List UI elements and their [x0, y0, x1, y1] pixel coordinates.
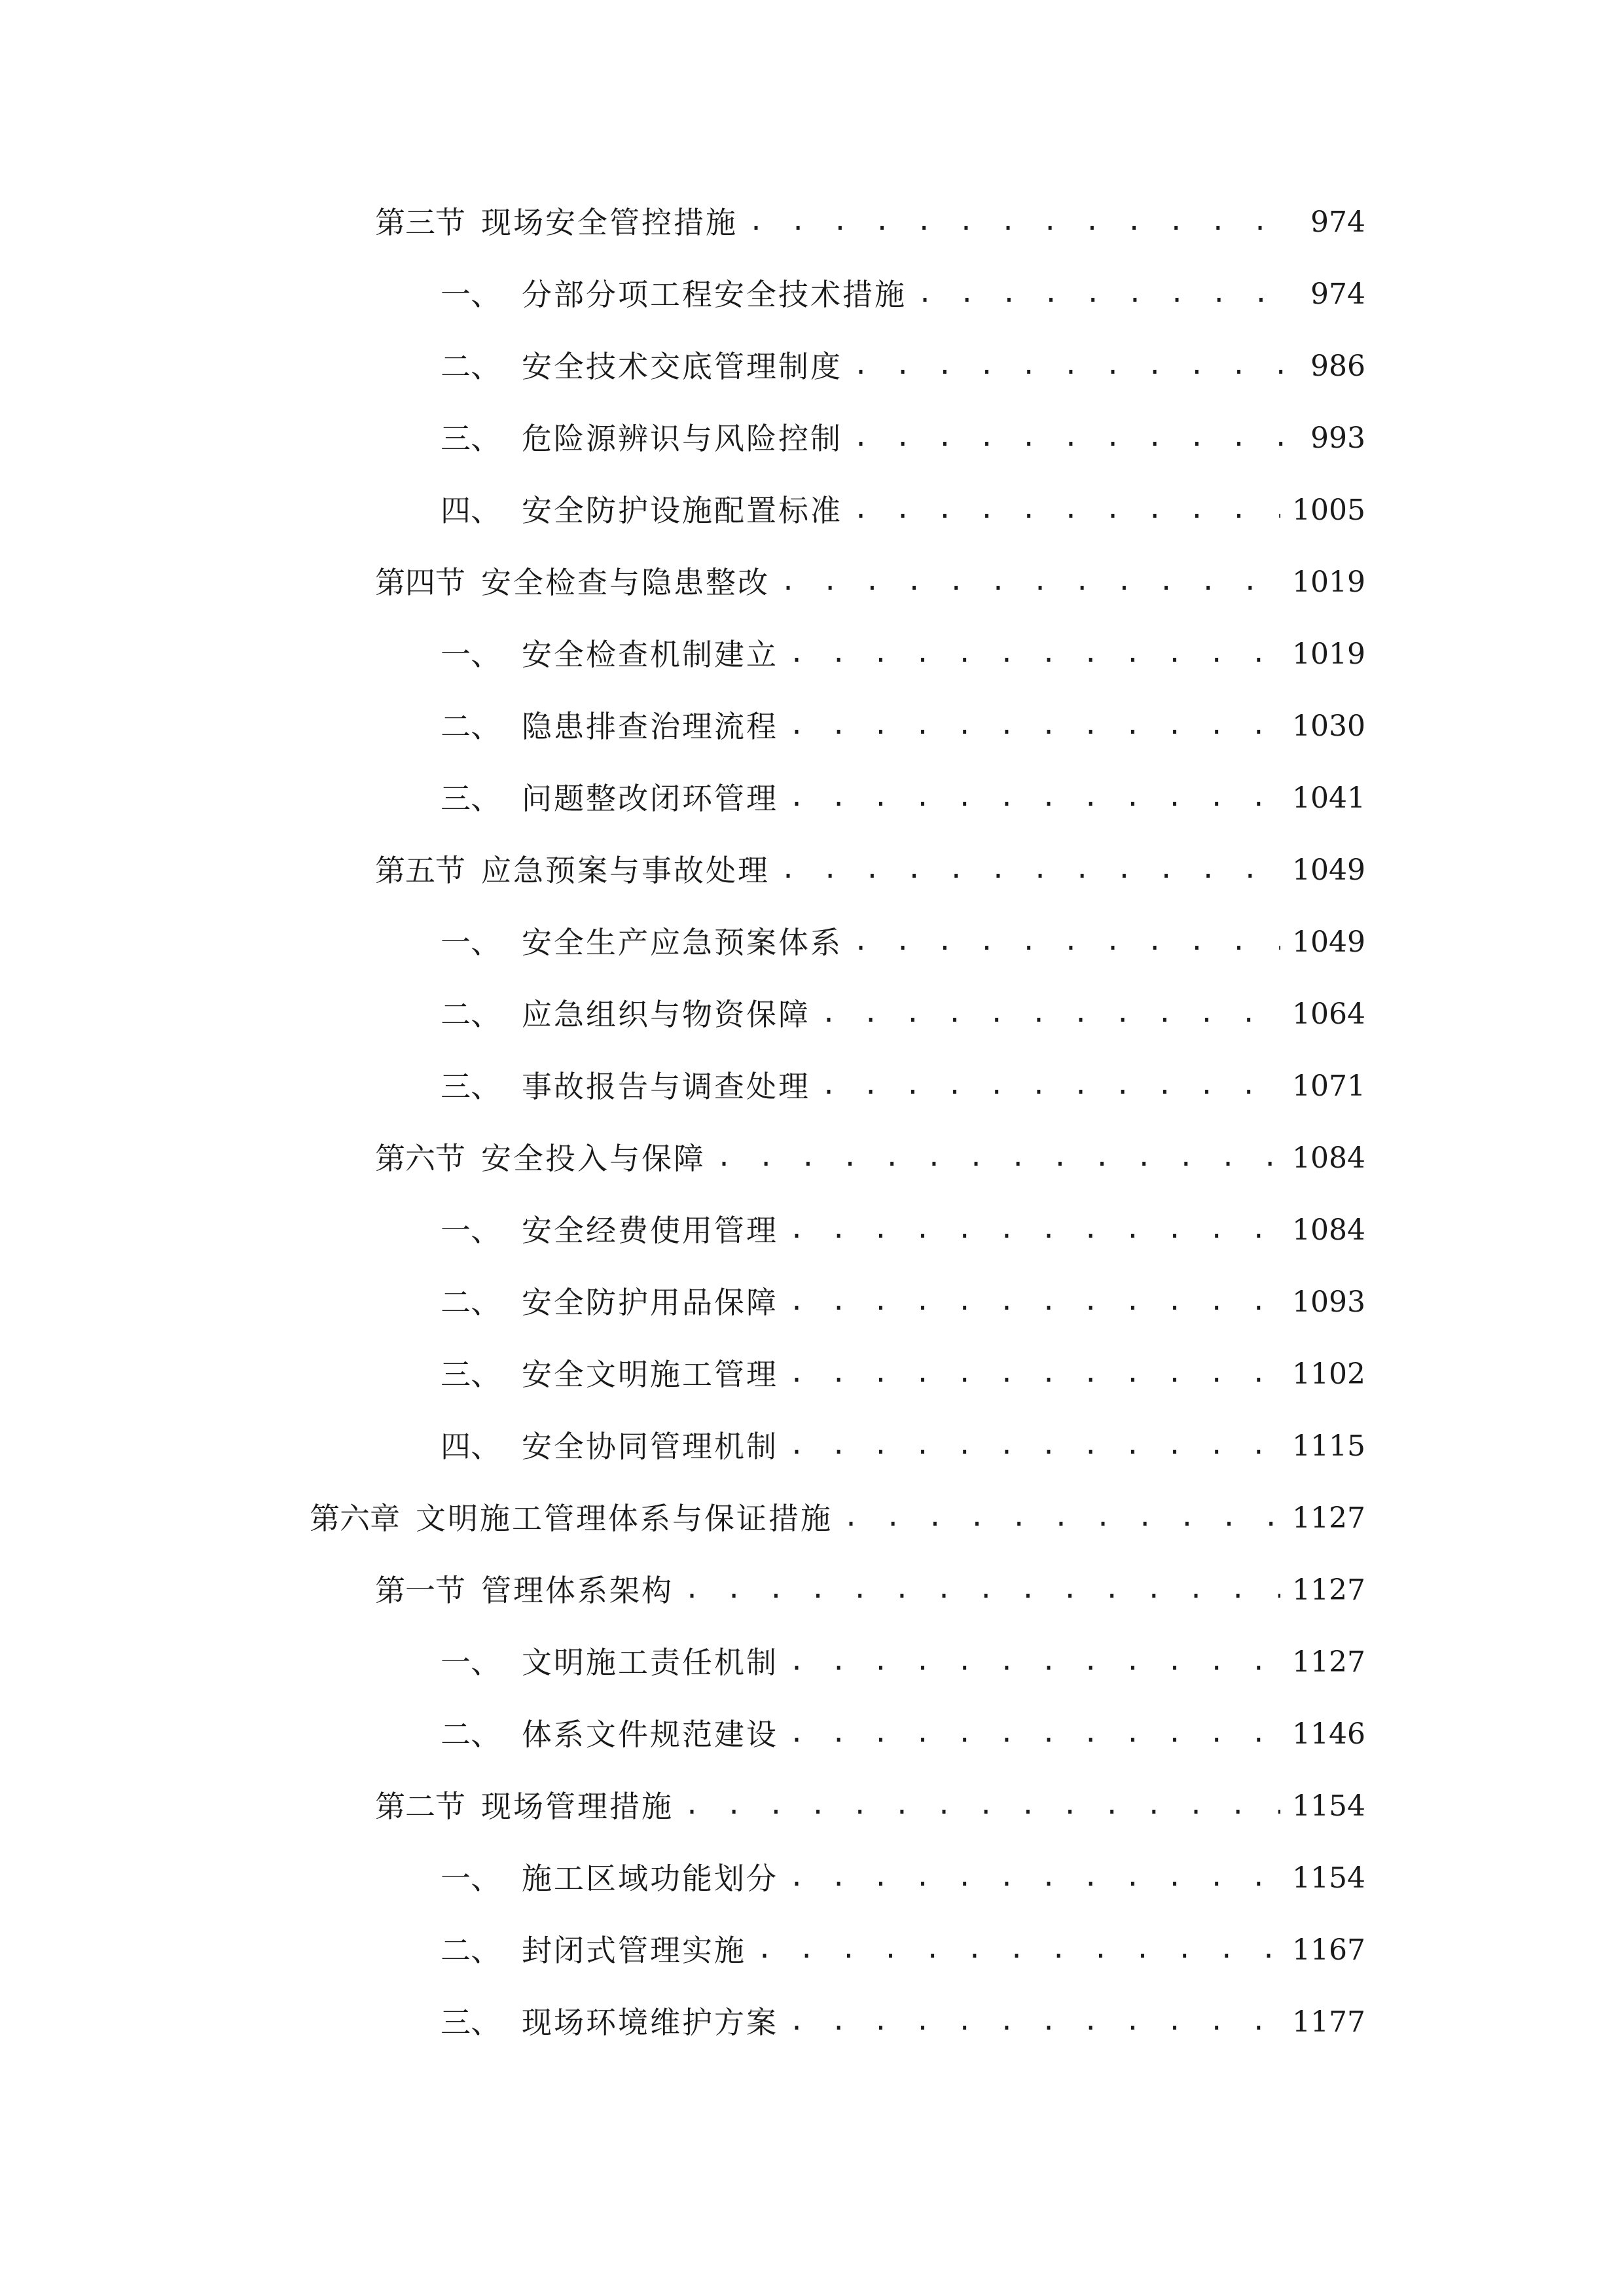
- toc-entry-title: 安全文明施工管理: [522, 1357, 778, 1392]
- toc-entry-item[interactable]: [441, 1702, 1365, 1754]
- dot-leader: [789, 1713, 1280, 1754]
- toc-entry-title: 安全生产应急预案体系: [522, 925, 842, 960]
- dot-leader: [853, 418, 1299, 458]
- toc-entry-prefix: 第一节: [375, 1573, 465, 1608]
- toc-entry-item[interactable]: [441, 1846, 1365, 1898]
- toc-entry-item[interactable]: [441, 262, 1365, 314]
- toc-entry-page: 1041: [1292, 781, 1365, 815]
- toc-entry-page: 1049: [1292, 925, 1365, 959]
- dot-leader: [789, 1641, 1280, 1682]
- toc-entry-page: 1154: [1292, 1861, 1365, 1895]
- dot-leader: [780, 850, 1280, 890]
- toc-entry-title: 封闭式管理实施: [522, 1933, 746, 1968]
- toc-entry-page: 1071: [1292, 1069, 1365, 1103]
- toc-entry-page: 1064: [1292, 997, 1365, 1031]
- toc-entry-prefix: 三、: [441, 1357, 501, 1392]
- toc-entry-page: 1093: [1292, 1285, 1365, 1319]
- toc-entry-section[interactable]: [375, 1126, 1365, 1178]
- toc-entry-prefix: 二、: [441, 1933, 501, 1968]
- toc-entry-page: 993: [1310, 422, 1365, 455]
- toc-entry-item[interactable]: [441, 694, 1365, 746]
- toc-entry-item[interactable]: [441, 1918, 1365, 1970]
- dot-leader: [853, 922, 1280, 962]
- toc-entry-item[interactable]: [441, 406, 1365, 458]
- toc-entry-item[interactable]: [441, 1630, 1365, 1682]
- toc-entry-page: 1049: [1292, 853, 1365, 887]
- dot-leader: [853, 346, 1299, 386]
- toc-entry-title: 施工区域功能划分: [522, 1861, 778, 1896]
- dot-leader: [821, 994, 1280, 1034]
- toc-entry-prefix: 一、: [441, 925, 501, 960]
- toc-entry-title: 安全防护设施配置标准: [522, 493, 842, 528]
- toc-entry-page: 1127: [1292, 1501, 1365, 1535]
- toc-entry-prefix: 四、: [441, 1429, 501, 1464]
- toc-entry-section[interactable]: [375, 1774, 1365, 1826]
- toc-entry-prefix: 一、: [441, 1645, 501, 1680]
- toc-entry-title: 体系文件规范建设: [522, 1717, 778, 1752]
- toc-entry-prefix: 二、: [441, 709, 501, 744]
- toc-entry-title: 安全协同管理机制: [522, 1429, 778, 1464]
- dot-leader: [789, 778, 1280, 818]
- dot-leader: [789, 706, 1280, 746]
- dot-leader: [789, 2001, 1280, 2042]
- toc-entry-prefix: 二、: [441, 349, 501, 384]
- toc-entry-prefix: 四、: [441, 493, 501, 528]
- dot-leader: [684, 1570, 1280, 1610]
- toc-entry-title: 分部分项工程安全技术措施: [522, 277, 907, 312]
- toc-entry-prefix: 第五节: [375, 853, 465, 888]
- toc-entry-item[interactable]: [441, 478, 1365, 530]
- toc-entry-page: 1084: [1292, 1141, 1365, 1175]
- toc-entry-page: 1127: [1292, 1573, 1365, 1607]
- toc-entry-prefix: 一、: [441, 277, 501, 312]
- toc-entry-section[interactable]: [375, 1558, 1365, 1610]
- toc-entry-prefix: 二、: [441, 997, 501, 1032]
- toc-entry-page: 1146: [1292, 1717, 1365, 1751]
- toc-entry-item[interactable]: [441, 1414, 1365, 1466]
- toc-entry-prefix: 二、: [441, 1285, 501, 1320]
- toc-entry-item[interactable]: [441, 766, 1365, 818]
- toc-entry-page: 1102: [1292, 1357, 1365, 1391]
- dot-leader: [821, 1066, 1280, 1106]
- toc-entry-page: 1084: [1292, 1213, 1365, 1247]
- toc-entry-item[interactable]: [441, 1990, 1365, 2042]
- dot-leader: [789, 1426, 1280, 1466]
- dot-leader: [789, 1282, 1280, 1322]
- dot-leader: [789, 1354, 1280, 1394]
- toc-entry-title: 安全防护用品保障: [522, 1285, 778, 1320]
- toc-entry-title: 应急预案与事故处理: [481, 853, 770, 888]
- dot-leader: [853, 490, 1280, 530]
- toc-entry-item[interactable]: [441, 1270, 1365, 1322]
- toc-entry-title: 隐患排查治理流程: [522, 709, 778, 744]
- toc-entry-page: 1030: [1292, 709, 1365, 743]
- toc-entry-page: 1005: [1292, 493, 1365, 527]
- toc-entry-title: 管理体系架构: [481, 1573, 674, 1608]
- dot-leader: [789, 1210, 1280, 1250]
- toc-entry-page: 1127: [1292, 1645, 1365, 1679]
- toc-entry-title: 文明施工责任机制: [522, 1645, 778, 1680]
- toc-entry-prefix: 三、: [441, 781, 501, 816]
- toc-entry-prefix: 三、: [441, 1069, 501, 1104]
- dot-leader: [780, 562, 1280, 602]
- dot-leader: [917, 274, 1299, 314]
- toc-entry-title: 安全检查与隐患整改: [481, 565, 770, 600]
- toc-entry-section[interactable]: [375, 550, 1365, 602]
- toc-entry-title: 应急组织与物资保障: [522, 997, 810, 1032]
- toc-entry-title: 现场管理措施: [481, 1789, 674, 1824]
- toc-entry-title: 现场安全管控措施: [481, 205, 738, 240]
- dot-leader: [684, 1785, 1280, 1826]
- toc-entry-item[interactable]: [441, 1342, 1365, 1394]
- toc-entry-prefix: 一、: [441, 1213, 501, 1248]
- toc-entry-title: 安全检查机制建立: [522, 637, 778, 672]
- toc-entry-title: 危险源辨识与风险控制: [522, 421, 842, 456]
- toc-entry-page: 1154: [1292, 1789, 1365, 1823]
- toc-entry-title: 现场环境维护方案: [522, 2005, 778, 2040]
- toc-entry-prefix: 二、: [441, 1717, 501, 1752]
- toc-entry-item[interactable]: [441, 910, 1365, 962]
- toc-entry-prefix: 第二节: [375, 1789, 465, 1824]
- toc-entry-page: 1019: [1292, 637, 1365, 671]
- toc-entry-title: 文明施工管理体系与保证措施: [416, 1501, 833, 1536]
- toc-entry-item[interactable]: [441, 982, 1365, 1034]
- toc-entry-item[interactable]: [441, 334, 1365, 386]
- dot-leader: [716, 1138, 1280, 1178]
- toc-entry-page: 1177: [1292, 2005, 1365, 2039]
- toc-entry-prefix: 第六章: [310, 1501, 400, 1536]
- toc-entry-title: 安全技术交底管理制度: [522, 349, 842, 384]
- toc-entry-prefix: 一、: [441, 1861, 501, 1896]
- toc-entry-title: 安全投入与保障: [481, 1141, 706, 1176]
- dot-leader: [748, 202, 1299, 242]
- dot-leader: [843, 1498, 1280, 1538]
- toc-entry-prefix: 第四节: [375, 565, 465, 600]
- toc-entry-page: 1167: [1292, 1933, 1365, 1967]
- toc-entry-item[interactable]: [441, 622, 1365, 674]
- dot-leader: [789, 1857, 1280, 1898]
- dot-leader: [757, 1929, 1280, 1970]
- toc-entry-prefix: 第三节: [375, 205, 465, 240]
- toc-entry-page: 1115: [1292, 1429, 1365, 1463]
- toc-entry-title: 安全经费使用管理: [522, 1213, 778, 1248]
- toc-entry-prefix: 一、: [441, 637, 501, 672]
- toc-entry-page: 974: [1310, 206, 1365, 239]
- toc-entry-chapter[interactable]: [310, 1486, 1365, 1538]
- toc-entry-prefix: 第六节: [375, 1141, 465, 1176]
- toc-entry-page: 986: [1310, 350, 1365, 383]
- dot-leader: [789, 634, 1280, 674]
- toc-entry-page: 974: [1310, 278, 1365, 311]
- toc-entry-item[interactable]: [441, 1198, 1365, 1250]
- toc-entry-item[interactable]: [441, 1054, 1365, 1106]
- toc-entry-section[interactable]: [375, 190, 1365, 242]
- toc-entry-title: 问题整改闭环管理: [522, 781, 778, 816]
- toc-entry-prefix: 三、: [441, 421, 501, 456]
- toc-entry-section[interactable]: [375, 838, 1365, 890]
- toc-entry-prefix: 三、: [441, 2005, 501, 2040]
- toc-entry-page: 1019: [1292, 565, 1365, 599]
- toc-entry-title: 事故报告与调查处理: [522, 1069, 810, 1104]
